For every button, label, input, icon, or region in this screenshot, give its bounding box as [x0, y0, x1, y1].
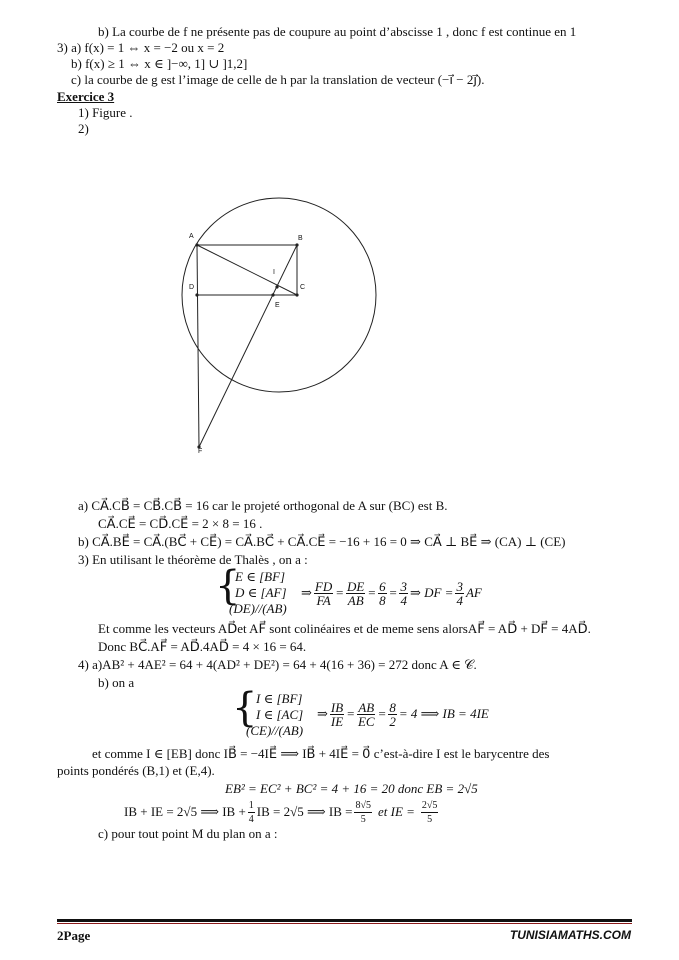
frac-numerator: 8√5 [355, 799, 371, 811]
frac-3-4 [399, 580, 408, 607]
frac-denominator: 5 [427, 813, 433, 825]
frac-8root5-5 [354, 799, 372, 826]
thales-arrow: ⇒ [301, 585, 312, 600]
question-4c: c) pour tout point M du plan on a : [98, 826, 278, 841]
system2-result: = 4 ⟹ IB = 4IE [398, 706, 489, 721]
frac-numerator: 1 [248, 799, 254, 811]
frac-numerator: 2√5 [421, 799, 438, 811]
item-1-figure: 1) Figure . [78, 105, 133, 120]
site-name: TUNISIAMATHS.COM [509, 928, 631, 942]
question-4a: 4) a)AB² + 4AE² = 64 + 4(AD² + DE²) = 64 + 4(16 + 36) = 272 donc A ∈ 𝒞. [78, 657, 477, 672]
equals-sign: = [335, 585, 345, 600]
answer-b-line: b) CA⃗.BE⃗ = CA⃗.(BC⃗ + CE⃗) = CA⃗.BC⃗ + CA⃗.CE⃗ = −16 + 16 = 0 ⇒ CA⃗ ⊥ BE⃗ ⇒ (CA) ⊥ (CE) [78, 534, 566, 549]
frac-numerator: IB [330, 699, 344, 715]
label-b: B [298, 235, 303, 242]
frac-fd-fa [314, 580, 333, 607]
frac-6-8 [378, 580, 387, 607]
frac-1-4 [248, 799, 255, 826]
equals-sign: = [388, 585, 398, 600]
ib-ie-mid: IB = 2√5 ⟹ IB = [256, 804, 353, 819]
frac-denominator: EC [357, 713, 375, 729]
question-4b-intro: b) on a [98, 675, 135, 690]
frac-numerator: DE [347, 578, 365, 594]
frac-denominator: 4 [248, 813, 254, 825]
item-2: 2) [78, 121, 89, 136]
brace-2: { [232, 685, 258, 731]
label-f: F [198, 448, 203, 455]
question-4b-barycenter: et comme I ∈ [EB] donc IB⃗ = −4IE⃗ ⟹ IB⃗ + 4IE⃗ = 0⃗ c’est-à-dire I est le barycentre des [92, 746, 550, 761]
question-3-vectors: Et comme les vecteurs AD⃗et AF⃗ sont colinéaires et de meme sens alorsAF⃗ = AD⃗ + DF⃗ = 4AD⃗. [98, 621, 591, 636]
frac-numerator: 3 [400, 578, 407, 594]
frac-denominator: FA [316, 592, 331, 608]
line-3a: 3) a) f(x) = 1 ⇔ x = −2 ou x = 2 [57, 40, 225, 55]
page-number: 2Page [57, 928, 91, 943]
implies-df: ⇒ DF = [409, 585, 454, 600]
implies-arrow: ⇒ [317, 706, 328, 721]
label-e: E [275, 302, 280, 309]
frac-de-ab [346, 580, 365, 607]
frac-2root5-5 [421, 799, 439, 826]
frac-denominator: 4 [456, 592, 463, 608]
system1-line1: E ∈ [BF] [235, 569, 286, 584]
frac-ib-ie [330, 701, 344, 728]
segment-af [197, 245, 199, 447]
question-4b-points: points pondérés (B,1) et (E,4). [57, 763, 215, 778]
af-term: AF [465, 585, 482, 600]
frac-numerator: 6 [379, 578, 386, 594]
system2-line2: I ∈ [AC] [256, 707, 304, 722]
question-3-conclusion: Donc BC⃗.AF⃗ = AD⃗.4AD⃗ = 4 × 16 = 64. [98, 639, 307, 654]
et-ie: et IE = [377, 804, 415, 819]
segment-bf [199, 245, 297, 447]
label-c: C [300, 284, 306, 291]
system1-line2: D ∈ [AF] [235, 585, 287, 600]
system2-line1: I ∈ [BF] [256, 691, 303, 706]
ib-ie-start: IB + IE = 2√5 ⟹ IB + [124, 804, 246, 819]
thales-equation [301, 578, 482, 608]
system2-line3: (CE)//(AB) [246, 723, 304, 738]
label-d: D [189, 284, 195, 291]
label-i: I [273, 269, 275, 276]
footer-rule [57, 919, 632, 922]
frac-ab-ec [357, 701, 376, 728]
equals-sign: = [346, 706, 355, 721]
line-3c: c) la courbe de g est l’image de celle de h par la translation de vecteur (−ı⃗ − 2ȷ⃗). [71, 72, 485, 87]
system1-line3: (DE)//(AB) [229, 601, 287, 616]
frac-numerator: 8 [389, 699, 396, 715]
segment-ac [197, 245, 297, 295]
label-a: A [189, 233, 194, 240]
frac-numerator: FD [314, 578, 333, 594]
answer-a-line1: a) CA⃗.CB⃗ = CB⃗.CB⃗ = 16 car le projeté orthogonal de A sur (BC) est B. [78, 498, 448, 513]
frac-numerator: AB [358, 699, 375, 715]
frac-denominator: 2 [389, 713, 396, 729]
system2-equation [317, 699, 489, 729]
frac-8-2 [388, 701, 397, 728]
line-3b: b) f(x) ≥ 1 ⇔ x ∈ ]−∞, 1] ∪ ]1,2] [71, 56, 248, 71]
exercise-title: Exercice 3 [57, 89, 115, 104]
question-4b-ib-ie [124, 798, 440, 826]
frac-denominator: AB [347, 592, 364, 608]
brace-1: { [215, 563, 241, 609]
footer-rule-accent [57, 923, 632, 924]
frac-denominator: 8 [379, 592, 386, 608]
equals-sign: = [377, 706, 387, 721]
frac-numerator: 3 [456, 578, 463, 594]
question-3-intro: 3) En utilisant le théorème de Thalès , on a : [78, 552, 308, 567]
frac-denominator: 4 [400, 592, 407, 608]
frac-denominator: IE [330, 713, 344, 729]
line-part-b-continuity: b) La courbe de f ne présente pas de coupure au point d’abscisse 1 , donc f est continue en 1 [98, 24, 577, 39]
equals-sign: = [367, 585, 377, 600]
frac-3-4-b [455, 580, 464, 607]
answer-a-line2: CA⃗.CE⃗ = CD⃗.CE⃗ = 2 × 8 = 16 . [98, 516, 263, 531]
question-4b-eb: EB² = EC² + BC² = 4 + 16 = 20 donc EB = 2√5 [225, 781, 478, 796]
frac-denominator: 5 [360, 813, 366, 825]
